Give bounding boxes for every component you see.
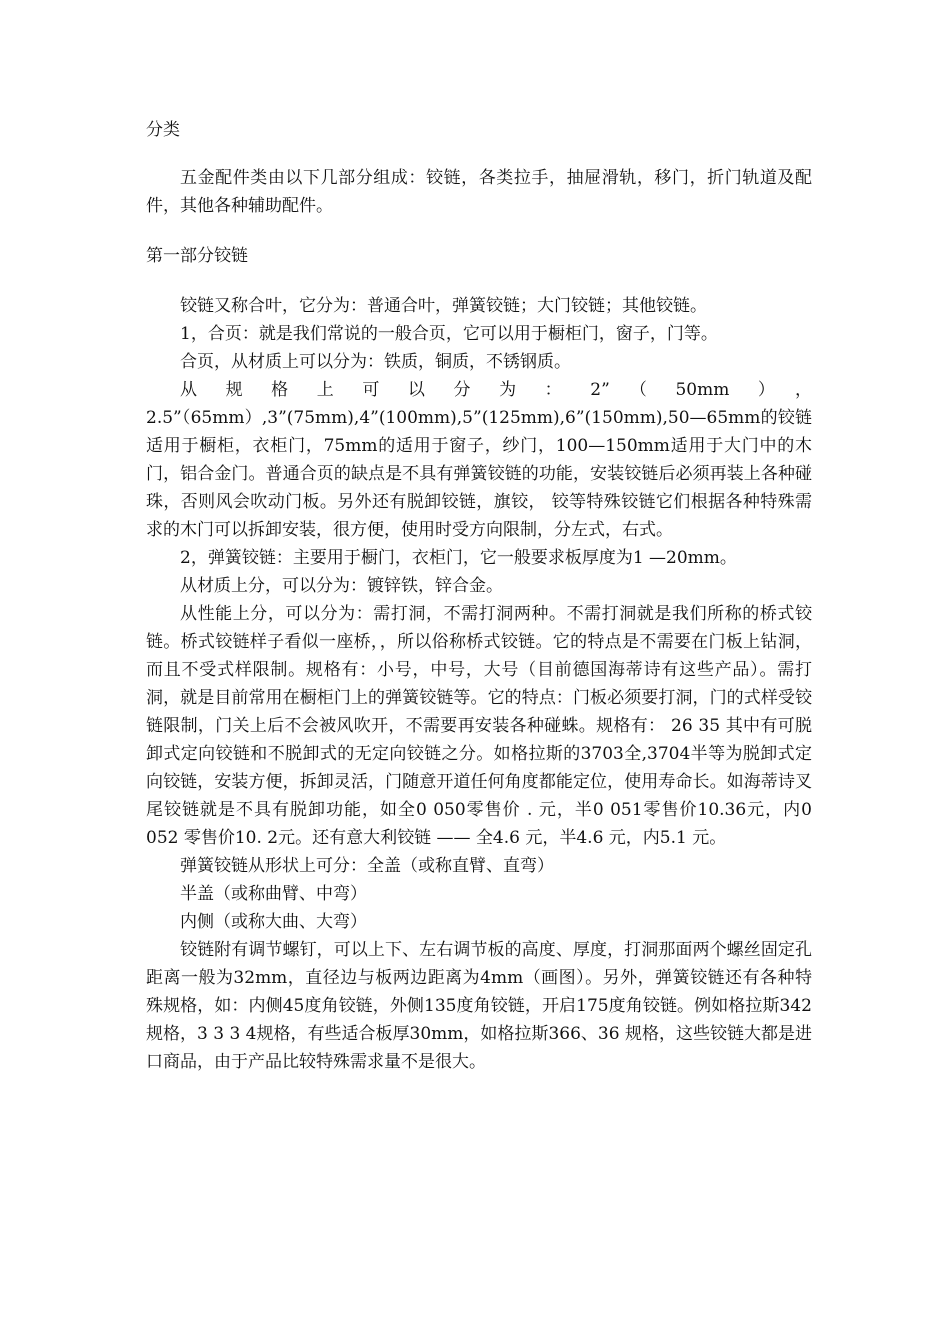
- paragraph-adjustment-screws: 铰链附有调节螺钉，可以上下、左右调节板的高度、厚度，打洞那面两个螺丝固定孔距离一般为32mm，直径边与板两边距离为4mm（画图）。另外，弹簧铰链还有各种特殊规格，如：内侧45度角铰链，外侧135度角铰链，开启175度角铰链。例如格拉斯342规格，3 3 3 4规格，有些适合板厚30mm，如格拉斯366、36 规格，这些铰链大都是进口商品，由于产品比较特殊需求量不是很大。: [146, 940, 812, 1072]
- paragraph-shape-half: 半盖（或称曲臂、中弯）: [180, 884, 367, 904]
- paragraph-hinge-leaf: 1，合页：就是我们常说的一般合页，它可以用于橱柜门，窗子，门等。: [180, 324, 718, 344]
- paragraph-shape-inset: 内侧（或称大曲、大弯）: [180, 912, 367, 932]
- spacer: [146, 144, 812, 164]
- paragraph-spring-material: 从材质上分，可以分为：镀锌铁，锌合金。: [180, 576, 503, 596]
- spacer: [146, 270, 812, 292]
- section-heading-classification: 分类: [146, 120, 180, 140]
- document-body: [146, 116, 812, 1076]
- paragraph-hinge-material: 合页，从材质上可以分为：铁质，铜质，不锈钢质。: [180, 352, 571, 372]
- intro-paragraph: 五金配件类由以下几部分组成：铰链，各类拉手，抽屉滑轨，移门，折门轨道及配件，其他各种辅助配件。: [146, 168, 812, 216]
- paragraph-spring-performance: 从性能上分，可以分为：需打洞，不需打洞两种。不需打洞就是我们所称的桥式铰链。桥式铰链样子看似一座桥，，所以俗称桥式铰链。它的特点是不需要在门板上钻洞，而且不受式样限制。规格有：小号，中号，大号（目前德国海蒂诗有这些产品）。需打洞，就是目前常用在橱柜门上的弹簧铰链等。它的特点：门板必须要打洞，门的式样受铰链限制，门关上后不会被风吹开，不需要再安装各种碰蛛。规格有： 26 35 其中有可脱卸式定向铰链和不脱卸式的无定向铰链之分。如格拉斯的3703全,3704半等为脱卸式定向铰链，安装方便，拆卸灵活，门随意开道任何角度都能定位，使用寿命长。如海蒂诗叉尾铰链就是不具有脱卸功能，如全0 050零售价 . 元，半0 051零售价10.36元，内0 052 零售价10. 2元。还有意大利铰链 —— 全4.6 元，半4.6 元，内5.1 元。: [146, 604, 812, 848]
- spacer: [146, 220, 812, 242]
- paragraph-spring-hinge: 2，弹簧铰链：主要用于橱门，衣柜门，它一般要求板厚度为1 —20mm。: [180, 548, 737, 568]
- paragraph-hinge-specs: 从规格上可以分为：2”（50mm），2.5”（65mm）,3”(75mm),4”(100mm),5”(125mm),6”(150mm),50—65mm的铰链适用于橱柜，衣柜门，75mm的适用于窗子，纱门，100—150mm适用于大门中的木门，铝合金门。普通合页的缺点是不具有弹簧铰链的功能，安装铰链后必须再装上各种碰珠，否则风会吹动门板。另外还有脱卸铰链，旗铰， 铰等特殊铰链它们根据各种特殊需求的木门可以拆卸安装，很方便，使用时受方向限制，分左式，右式。: [146, 380, 812, 540]
- paragraph-shape-full: 弹簧铰链从形状上可分：全盖（或称直臂、直弯）: [180, 856, 554, 876]
- section-heading-part1: 第一部分铰链: [146, 246, 248, 266]
- paragraph-hinge-types: 铰链又称合叶，它分为：普通合叶，弹簧铰链；大门铰链；其他铰链。: [180, 296, 707, 316]
